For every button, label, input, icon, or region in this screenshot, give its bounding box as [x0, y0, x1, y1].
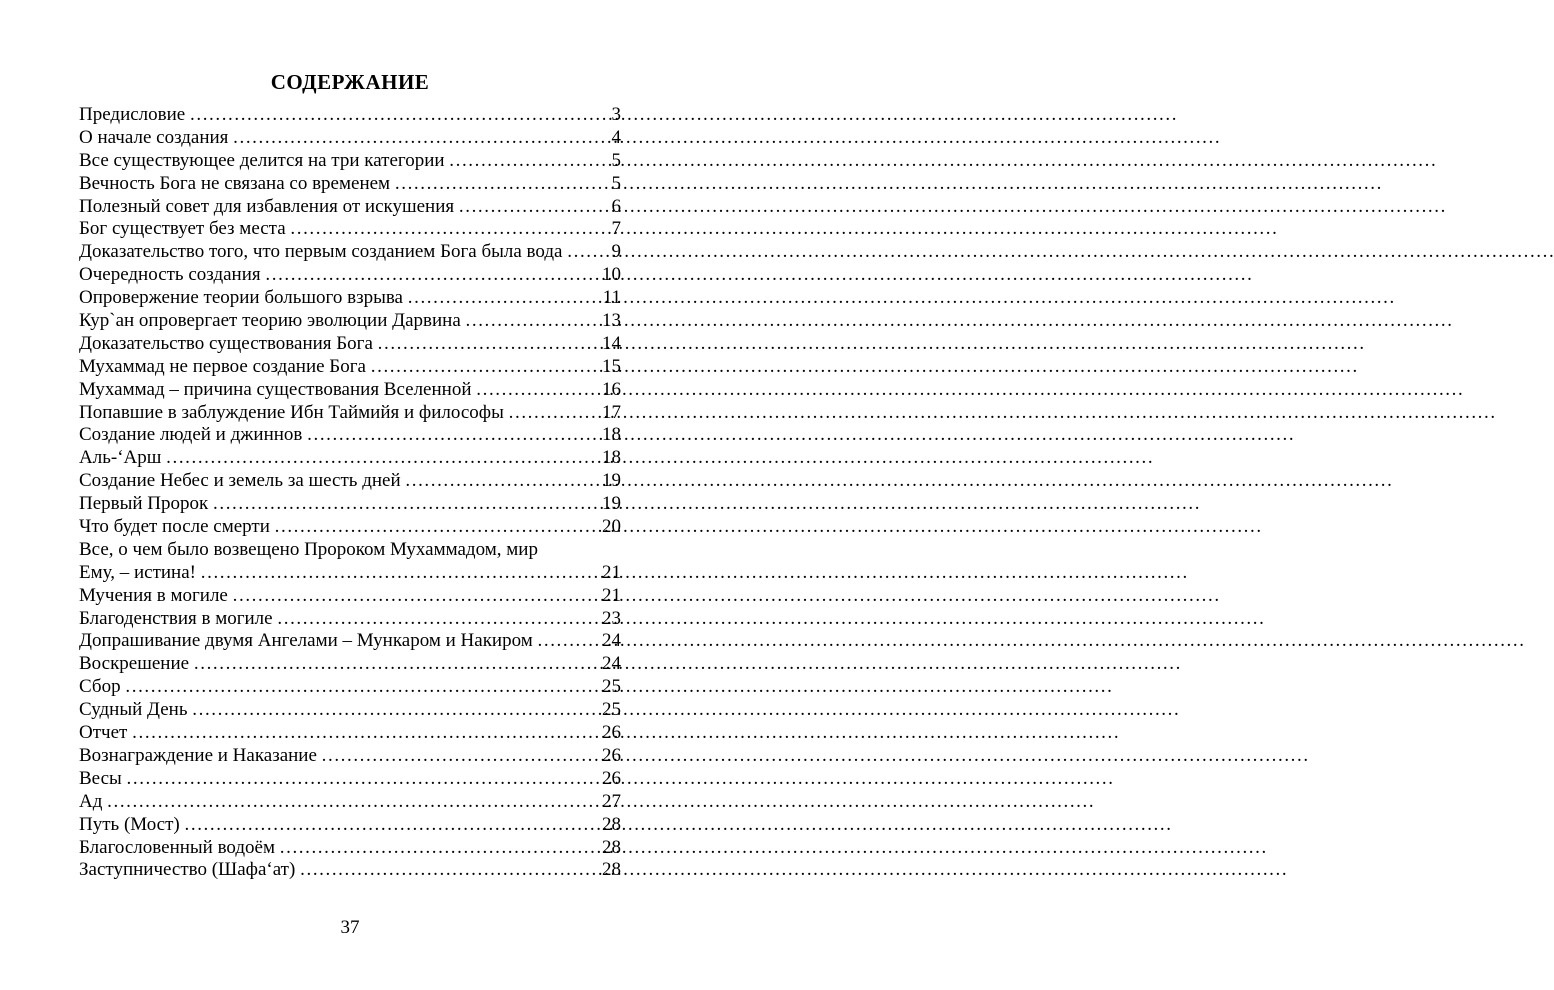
toc-entry-page: 16	[602, 378, 621, 400]
toc-entry-title: Судный День	[79, 699, 188, 721]
toc-entry	[79, 173, 621, 196]
toc-entry-title: Вечность Бога не связана со временем	[79, 172, 391, 194]
toc-entry	[79, 287, 621, 310]
toc-entry	[79, 196, 621, 219]
toc-dot-leader	[377, 333, 589, 356]
page-title: СОДЕРЖАНИЕ	[270, 70, 430, 94]
toc-entry-title: О начале создания	[79, 126, 229, 148]
toc-dot-leader	[277, 608, 589, 631]
toc-dot-leader	[232, 585, 589, 608]
toc-entry-title: Воскрешение	[79, 653, 190, 675]
toc-dot-leader	[321, 745, 589, 768]
toc-entry-title: Что будет после смерти	[79, 516, 270, 538]
toc-dot-leader	[299, 859, 589, 882]
toc-entry	[79, 402, 621, 425]
toc-dot-leader	[126, 768, 589, 791]
toc-entry-page: 25	[602, 699, 621, 721]
toc-entry-title: Ему, – истина!	[79, 561, 196, 583]
toc-entry-title: Заступничество (Шафа‘ат)	[79, 859, 296, 881]
toc-entry-title: Все существующее делится на три категории	[79, 149, 445, 171]
toc-entry	[79, 630, 621, 653]
toc-entry-page: 26	[602, 744, 621, 766]
toc-entry-page: 5	[611, 149, 621, 171]
toc-entry-page: 20	[602, 516, 621, 538]
toc-dot-leader	[189, 104, 589, 127]
document-page	[0, 0, 700, 990]
toc-entry-page: 6	[611, 195, 621, 217]
page-number: 37	[340, 917, 360, 938]
toc-dot-leader	[165, 447, 589, 470]
toc-entry-page: 28	[602, 859, 621, 881]
toc-entry	[79, 516, 621, 539]
toc-entry	[79, 356, 621, 379]
toc-dot-leader	[566, 241, 589, 264]
toc-entry-page: 19	[602, 470, 621, 492]
toc-entry-page: 24	[602, 653, 621, 675]
toc-entry-page: 15	[602, 355, 621, 377]
toc-entry	[79, 722, 621, 745]
toc-entry	[79, 310, 621, 333]
toc-entry	[79, 585, 621, 608]
toc-entry	[79, 814, 621, 837]
toc-entry	[79, 470, 621, 493]
toc-entry-title: Опровержение теории большого взрыва	[79, 287, 403, 309]
toc-dot-leader	[193, 653, 589, 676]
toc-entry-page: 10	[602, 264, 621, 286]
toc-entry-page: 14	[602, 332, 621, 354]
toc-entry	[79, 333, 621, 356]
toc-entry-title: Кур`ан опровергает теорию эволюции Дарвина	[79, 310, 461, 332]
toc-entry	[79, 493, 621, 516]
toc-entry-title: Весы	[79, 767, 122, 789]
toc-entry-page: 18	[602, 424, 621, 446]
toc-entry-page: 24	[602, 630, 621, 652]
toc-entry-title: Отчет	[79, 722, 128, 744]
toc-entry	[79, 218, 621, 241]
toc-entry	[79, 447, 621, 470]
toc-entry-title: Полезный совет для избавления от искушения	[79, 195, 455, 217]
toc-entry-page: 28	[602, 836, 621, 858]
toc-entry-title: Допрашивание двумя Ангелами – Мункаром и Накиром	[79, 630, 533, 652]
toc-entry	[79, 127, 621, 150]
toc-entry-title: Создание людей и джиннов	[79, 424, 303, 446]
toc-entry-title: Мухаммад не первое создание Бога	[79, 355, 366, 377]
toc-dot-leader	[274, 516, 589, 539]
toc-dot-leader	[191, 699, 589, 722]
toc-dot-leader	[265, 264, 589, 287]
toc-entry-page: 27	[602, 790, 621, 812]
toc-entry	[79, 150, 621, 173]
toc-entry	[79, 837, 621, 860]
toc-entry	[79, 859, 621, 882]
toc-dot-leader	[125, 676, 589, 699]
toc-entry-title: Доказательство существования Бога	[79, 332, 373, 354]
toc-dot-leader	[184, 814, 589, 837]
toc-entry-page: 26	[602, 722, 621, 744]
toc-entry-page: 28	[602, 813, 621, 835]
toc-entry	[79, 264, 621, 287]
toc-dot-leader	[537, 630, 589, 653]
toc-entry-page: 17	[602, 401, 621, 423]
toc-entry-title: Аль-‘Арш	[79, 447, 162, 469]
toc-entry-title: Ад	[79, 790, 103, 812]
toc-entry-title: Очередность создания	[79, 264, 261, 286]
toc-entry-title: Доказательство того, что первым созданием Бога была вода	[79, 241, 563, 263]
toc-entry	[79, 653, 621, 676]
toc-entry-page: 25	[602, 676, 621, 698]
toc-entry-title: Сбор	[79, 676, 121, 698]
toc-entry	[79, 104, 621, 127]
toc-entry-page: 9	[611, 241, 621, 263]
toc-entry	[79, 424, 621, 447]
toc-dot-leader	[200, 562, 589, 585]
toc-entry	[79, 608, 621, 631]
toc-entry-title: Мучения в могиле	[79, 584, 228, 606]
toc-dot-leader	[394, 173, 589, 196]
toc-entry	[79, 562, 621, 585]
toc-entry-page: 23	[602, 607, 621, 629]
toc-entry-title: Предисловие	[79, 104, 186, 125]
toc-entry	[79, 676, 621, 699]
toc-dot-leader	[405, 470, 589, 493]
toc-entry	[79, 791, 621, 814]
toc-entry-page: 4	[611, 126, 621, 148]
toc-entry-page: 5	[611, 172, 621, 194]
toc-dot-leader	[232, 127, 589, 150]
toc-entry-title: Мухаммад – причина существования Вселенной	[79, 378, 472, 400]
toc-dot-leader	[449, 150, 589, 173]
toc-dot-leader	[290, 218, 589, 241]
toc-dot-leader	[407, 287, 589, 310]
toc-entry-page: 13	[602, 310, 621, 332]
toc-entry-page: 7	[611, 218, 621, 240]
toc-dot-leader	[370, 356, 589, 379]
toc-entry	[79, 699, 621, 722]
toc-entry-title: Вознаграждение и Наказание	[79, 744, 317, 766]
toc-entry-page: 18	[602, 447, 621, 469]
toc-entry	[79, 745, 621, 768]
toc-entry-title: Благоденствия в могиле	[79, 607, 273, 629]
toc-entry-title: Создание Небес и земель за шесть дней	[79, 470, 401, 492]
toc-dot-leader	[465, 310, 589, 333]
toc-dot-leader	[106, 791, 589, 814]
toc-entry-title: Благословенный водоём	[79, 836, 276, 858]
toc-entry-first-line	[79, 539, 621, 562]
toc-entry	[79, 379, 621, 402]
toc-entry-page: 3	[611, 104, 621, 125]
toc-entry-page: 26	[602, 767, 621, 789]
toc-dot-leader	[212, 493, 589, 516]
toc-entry-page: 19	[602, 493, 621, 515]
toc-entry-title: Бог существует без места	[79, 218, 286, 240]
table-of-contents	[79, 104, 621, 882]
toc-entry	[79, 768, 621, 791]
toc-entry-title: Попавшие в заблуждение Ибн Таймийя и философы	[79, 401, 504, 423]
toc-entry-page: 21	[602, 584, 621, 606]
toc-dot-leader	[279, 837, 589, 860]
toc-entry-title: Путь (Мост)	[79, 813, 180, 835]
toc-entry-title-line1: Все, о чем было возвещено Пророком Мухаммадом, мир	[79, 538, 538, 560]
toc-entry-title: Первый Пророк	[79, 493, 209, 515]
toc-dot-leader	[306, 424, 589, 447]
toc-dot-leader	[508, 402, 589, 425]
toc-entry-page: 21	[602, 561, 621, 583]
toc-dot-leader	[131, 722, 589, 745]
toc-dot-leader	[476, 379, 590, 402]
toc-entry-page: 11	[602, 287, 621, 309]
toc-dot-leader	[458, 196, 589, 219]
toc-entry	[79, 241, 621, 264]
